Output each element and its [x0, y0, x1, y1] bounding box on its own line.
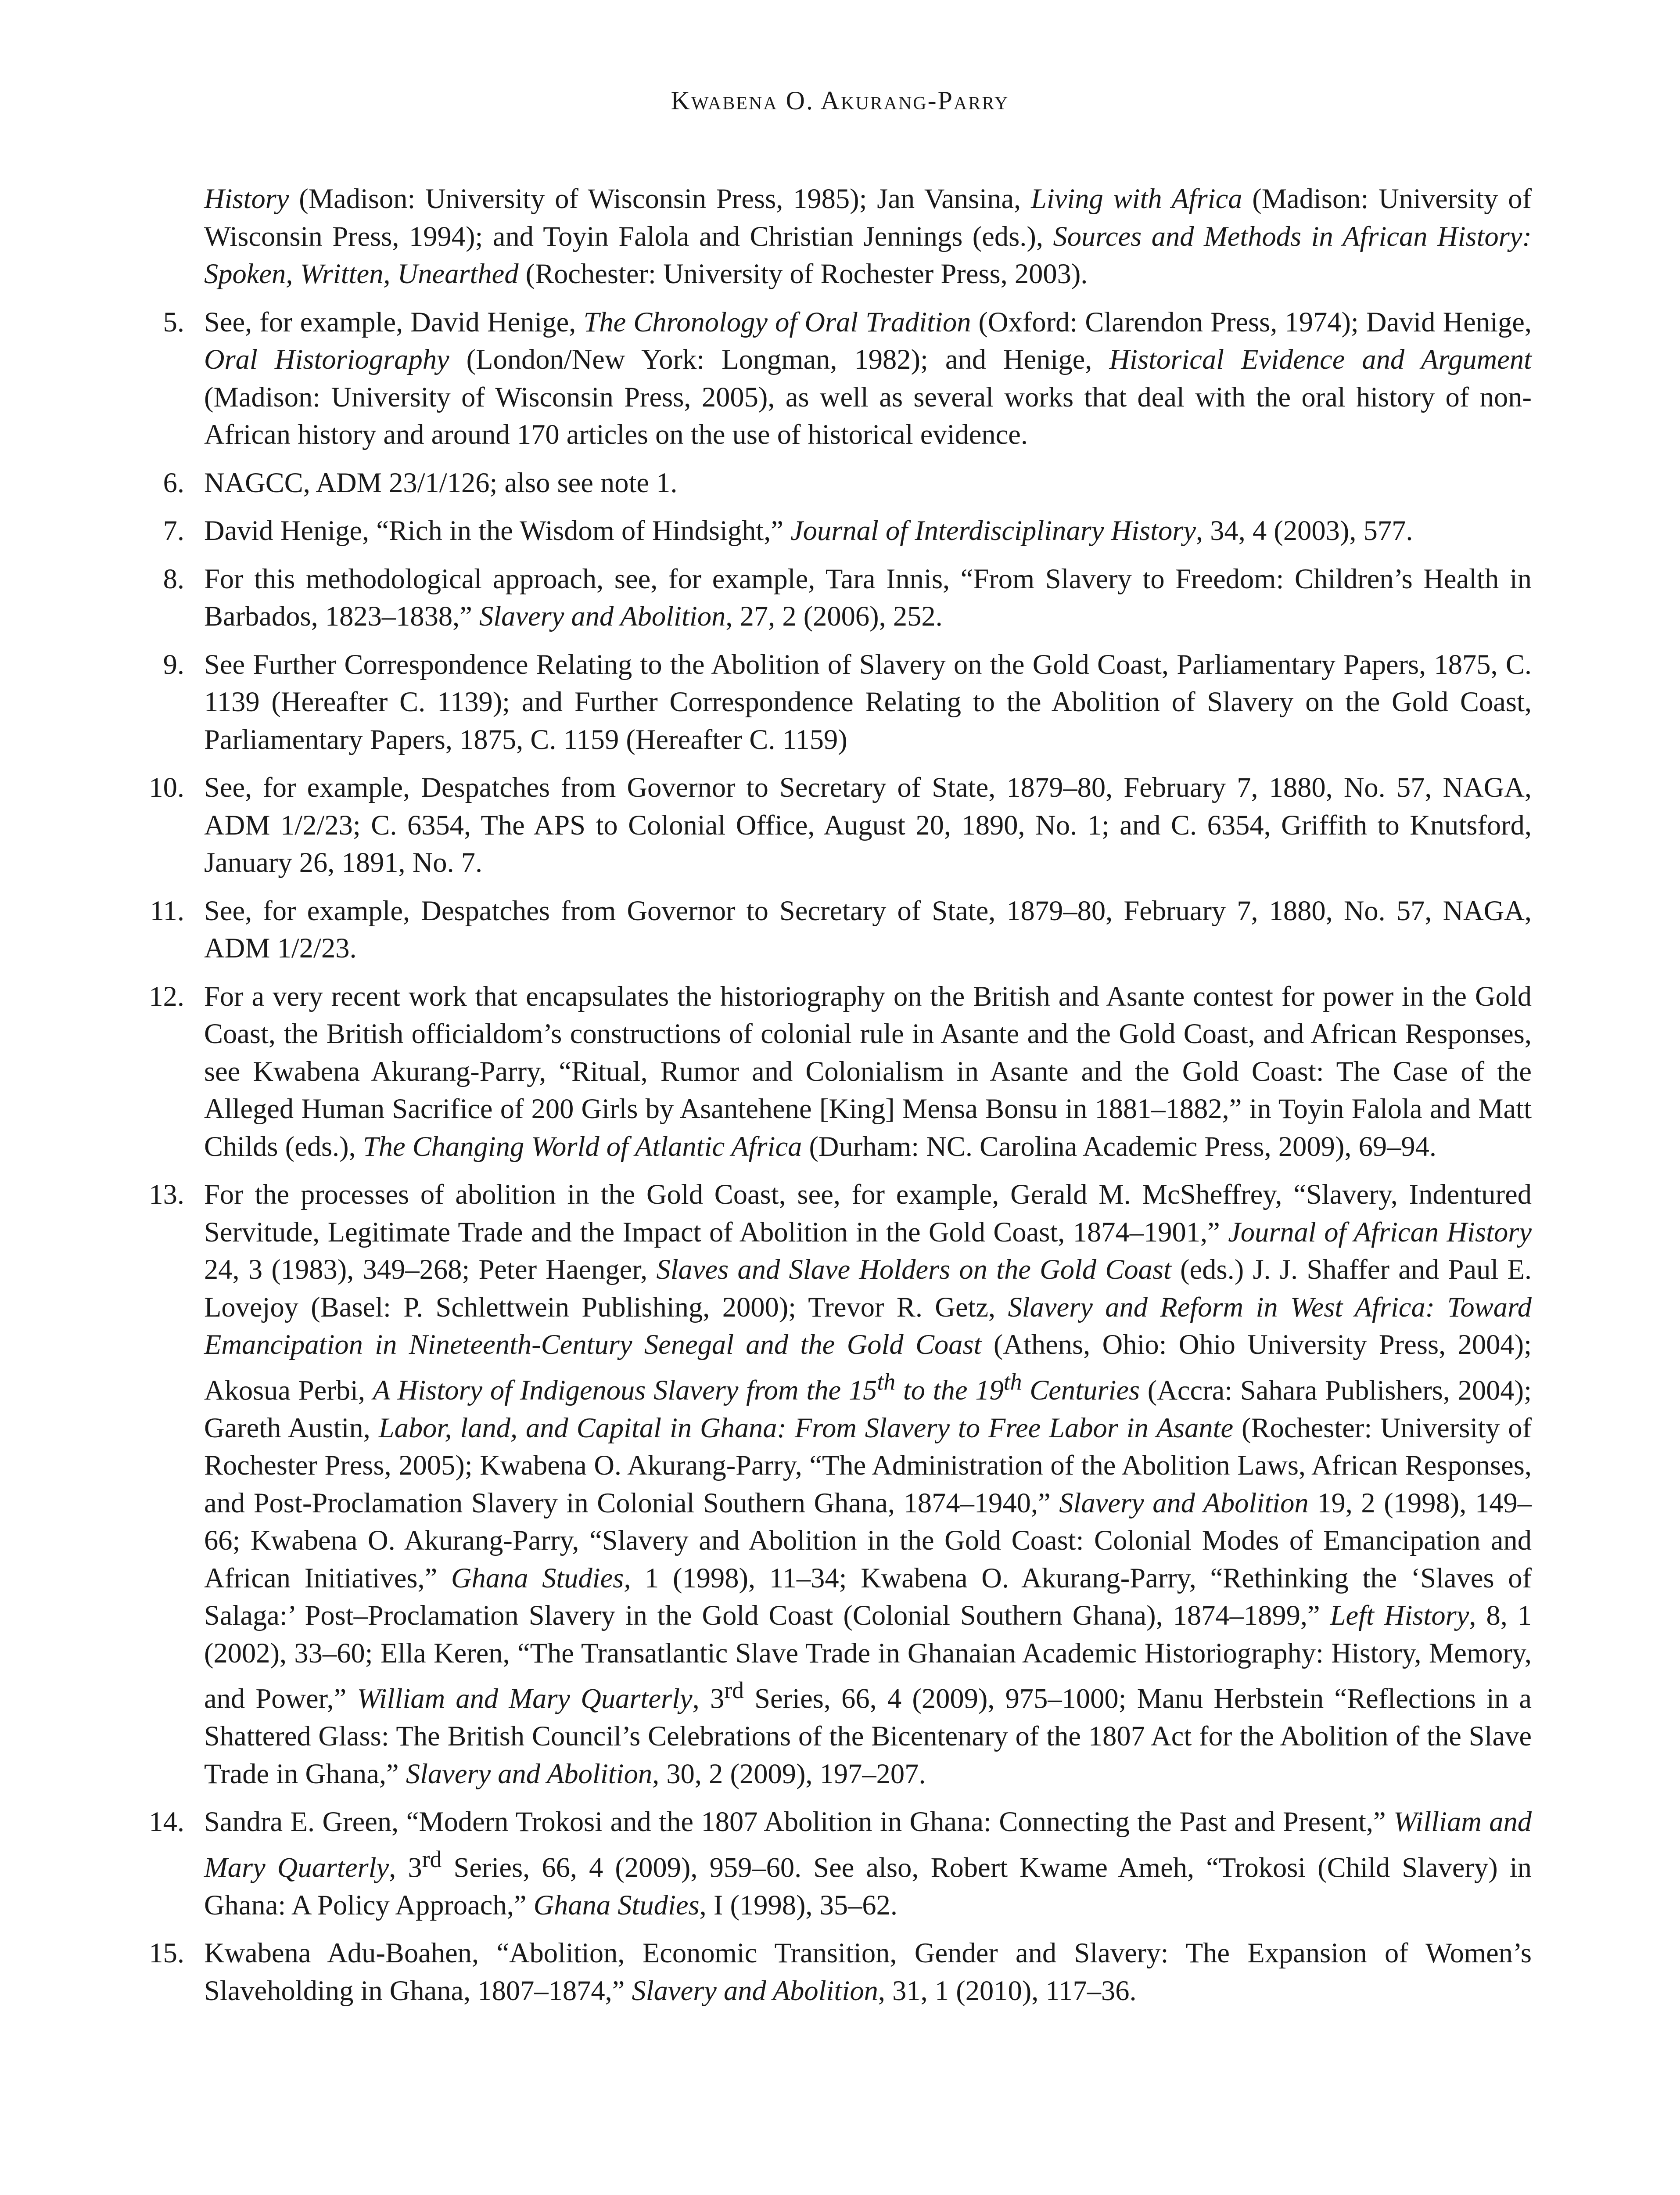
- endnote: [145, 646, 1532, 759]
- endnote-text: See, for example, Despatches from Governor to Secretary of State, 1879–80, February 7, 1880, No. 57, NAGA, ADM 1/2/23; C. 6354, The APS to Colonial Office, August 20, 1890, No. 1; and C. 6354, Griffith to Knutsford, January 26, 1891, No. 7.: [204, 772, 1532, 878]
- endnote: [145, 1176, 1532, 1792]
- endnote: [145, 180, 1532, 293]
- endnote: [145, 978, 1532, 1166]
- endnote-number: 8.: [163, 563, 184, 594]
- endnote-number: 13.: [149, 1179, 184, 1210]
- endnote: [145, 560, 1532, 635]
- endnote-text: For a very recent work that encapsulates the historiography on the British and Asante contest for power in the Gold Coast, the British officialdom’s constructions of colonial rule in Asante and the Gold Coast, and African Responses, see Kwabena Akurang-Parry, “Ritual, Rumor and Colonialism in Asante and the Gold Coast: The Case of the Alleged Human Sacrifice of 200 Girls by Asantehene [King] Mensa Bonsu in 1881–1882,” in Toyin Falola and Matt Childs (eds.), The Changing World of Atlantic Africa (Durham: NC. Carolina Academic Press, 2009), 69–94.: [204, 980, 1532, 1162]
- endnote-text: Kwabena Adu-Boahen, “Abolition, Economic Transition, Gender and Slavery: The Expansion of Women’s Slaveholding in Ghana, 1807–1874,” Slavery and Abolition, 31, 1 (2010), 117–36.: [204, 1937, 1532, 2006]
- endnote-number: 7.: [163, 515, 184, 546]
- endnote-text: NAGCC, ADM 23/1/126; also see note 1.: [204, 467, 678, 498]
- endnote-text: See, for example, Despatches from Governor to Secretary of State, 1879–80, February 7, 1880, No. 57, NAGA, ADM 1/2/23.: [204, 895, 1532, 964]
- endnote-text: Sandra E. Green, “Modern Trokosi and the 1807 Abolition in Ghana: Connecting the Past and Present,” William and Mary Quarterly, 3rd Series, 66, 4 (2009), 959–60. See also, Robert Kwame Ameh, “Trokosi (Child Slavery) in Ghana: A Policy Approach,” Ghana Studies, I (1998), 35–62.: [204, 1806, 1532, 1921]
- endnote: [145, 1803, 1532, 1924]
- endnote: [145, 512, 1532, 550]
- endnote-number: 15.: [149, 1937, 184, 1968]
- endnote-number: 11.: [150, 895, 184, 926]
- endnote-text: See Further Correspondence Relating to the Abolition of Slavery on the Gold Coast, Parliamentary Papers, 1875, C. 1139 (Hereafter C. 1139); and Further Correspondence Relating to the Abolition of Slavery on the Gold Coast, Parliamentary Papers, 1875, C. 1159 (Hereafter C. 1159): [204, 648, 1532, 755]
- endnote-number: 12.: [149, 980, 184, 1012]
- endnotes-list: [145, 180, 1532, 2020]
- endnote: [145, 892, 1532, 967]
- endnote-number: 9.: [163, 648, 184, 680]
- endnote-text: For the processes of abolition in the Gold Coast, see, for example, Gerald M. McSheffrey, “Slavery, Indentured Servitude, Legitimate Trade and the Impact of Abolition in the Gold Coast, 1874–1901,” Journal of African History 24, 3 (1983), 349–268; Peter Haenger, Slaves and Slave Holders on the Gold Coast (eds.) J. J. Shaffer and Paul E. Lovejoy (Basel: P. Schlettwein Publishing, 2000); Trevor R. Getz, Slavery and Reform in West Africa: Toward Emancipation in Nineteenth-Century Senegal and the Gold Coast (Athens, Ohio: Ohio University Press, 2004); Akosua Perbi, A History of Indigenous Slavery from the 15th to the 19th Centuries (Accra: Sahara Publishers, 2004); Gareth Austin, Labor, land, and Capital in Ghana: From Slavery to Free Labor in Asante (Rochester: University of Rochester Press, 2005); Kwabena O. Akurang-Parry, “The Administration of the Abolition Laws, African Responses, and Post-Proclamation Slavery in Colonial Southern Ghana, 1874–1940,” Slavery and Abolition 19, 2 (1998), 149–66; Kwabena O. Akurang-Parry, “Slavery and Abolition in the Gold Coast: Colonial Modes of Emancipation and African Initiatives,” Ghana Studies, 1 (1998), 11–34; Kwabena O. Akurang-Parry, “Rethinking the ‘Slaves of Salaga:’ Post–Proclamation Slavery in the Gold Coast (Colonial Southern Ghana), 1874–1899,” Left History, 8, 1 (2002), 33–60; Ella Keren, “The Transatlantic Slave Trade in Ghanaian Academic Historiography: History, Memory, and Power,” William and Mary Quarterly, 3rd Series, 66, 4 (2009), 975–1000; Manu Herbstein “Reflections in a Shattered Glass: The British Council’s Celebrations of the Bicentenary of the 1807 Act for the Abolition of the Slave Trade in Ghana,” Slavery and Abolition, 30, 2 (2009), 197–207.: [204, 1179, 1532, 1789]
- endnote-text: History (Madison: University of Wisconsin Press, 1985); Jan Vansina, Living with Africa (Madison: University of Wisconsin Press, 1994); and Toyin Falola and Christian Jennings (eds.), Sources and Methods in African History: Spoken, Written, Unearthed (Rochester: University of Rochester Press, 2003).: [204, 183, 1532, 289]
- endnote: [145, 303, 1532, 453]
- endnote-text: David Henige, “Rich in the Wisdom of Hindsight,” Journal of Interdisciplinary History, 34, 4 (2003), 577.: [204, 515, 1413, 546]
- endnote-number: 6.: [163, 467, 184, 498]
- endnote: [145, 464, 1532, 502]
- endnote-number: 14.: [149, 1806, 184, 1837]
- endnote: [145, 1934, 1532, 2009]
- endnote-text: See, for example, David Henige, The Chronology of Oral Tradition (Oxford: Clarendon Press, 1974); David Henige, Oral Historiography (London/New York: Longman, 1982); and Henige, Historical Evidence and Argument (Madison: University of Wisconsin Press, 2005), as well as several works that deal with the oral history of non-African history and around 170 articles on the use of historical evidence.: [204, 306, 1532, 450]
- running-head: Kwabena O. Akurang-Parry: [671, 86, 1009, 115]
- endnote-number: 5.: [163, 306, 184, 338]
- endnote: [145, 769, 1532, 882]
- endnote-text: For this methodological approach, see, for example, Tara Innis, “From Slavery to Freedom: Children’s Health in Barbados, 1823–1838,” Slavery and Abolition, 27, 2 (2006), 252.: [204, 563, 1532, 632]
- endnote-number: 10.: [149, 772, 184, 803]
